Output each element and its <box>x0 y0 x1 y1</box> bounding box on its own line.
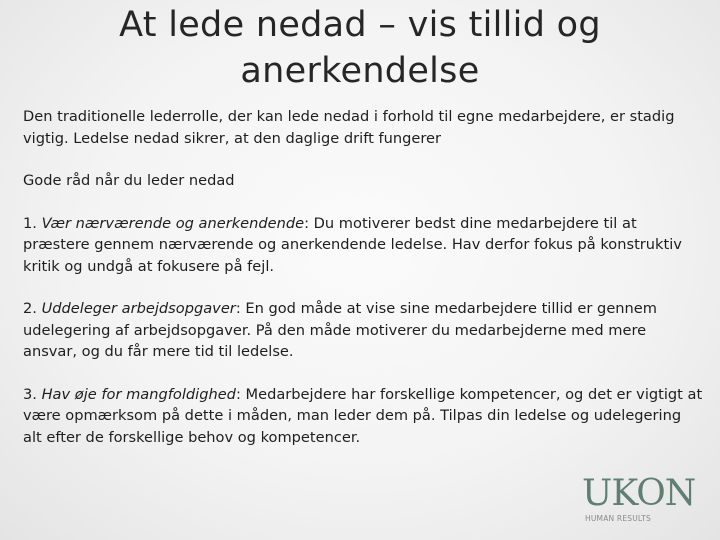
ukon-logo <box>582 473 696 524</box>
slide-body <box>23 106 703 469</box>
tip-item <box>23 384 703 449</box>
tip-item <box>23 298 703 363</box>
tip-number: 2. <box>23 300 42 317</box>
tip-item <box>23 213 703 278</box>
logo-tagline: HUMAN RESULTS <box>585 514 652 523</box>
subheading: Gode råd når du leder nedad <box>23 172 235 189</box>
tip-term: Vær nærværende og anerkendende <box>41 214 305 232</box>
tip-term: Hav øje for mangfoldighed <box>41 385 236 403</box>
tip-term: Uddeleger arbejdsopgaver <box>41 300 236 317</box>
intro-paragraph: Den traditionelle lederrolle, der kan lede nedad i forhold til egne medarbejdere, er stadig vigtig. Ledelse nedad sikrer, at den daglige drift fungerer <box>23 108 675 147</box>
tip-text: : Medarbejdere har forskellige kompetencer, og det er vigtigt at være opmærksom på dette i måden, man leder dem på. Tilpas din ledelse og udelegering alt efter de forskellige behov og kompetencer. <box>23 385 703 446</box>
tip-number: 3. <box>23 385 42 403</box>
logo-wordmark: UKON <box>582 473 696 514</box>
slide-title: At lede nedad – vis tillid og anerkendelse <box>119 5 601 91</box>
tip-number: 1. <box>23 214 42 232</box>
tip-text: : En god måde at vise sine medarbejdere tillid er gennem udelegering af arbejdsopgaver. På den måde motiverer du medarbejderne med mere ansvar, og du får mere tid til ledelse. <box>23 300 657 360</box>
tip-text: : Du motiverer bedst dine medarbejdere til at præstere gennem nærværende og anerkendende ledelse. Hav derfor fokus på konstruktiv kritik og undgå at fokusere på fejl. <box>23 214 682 275</box>
